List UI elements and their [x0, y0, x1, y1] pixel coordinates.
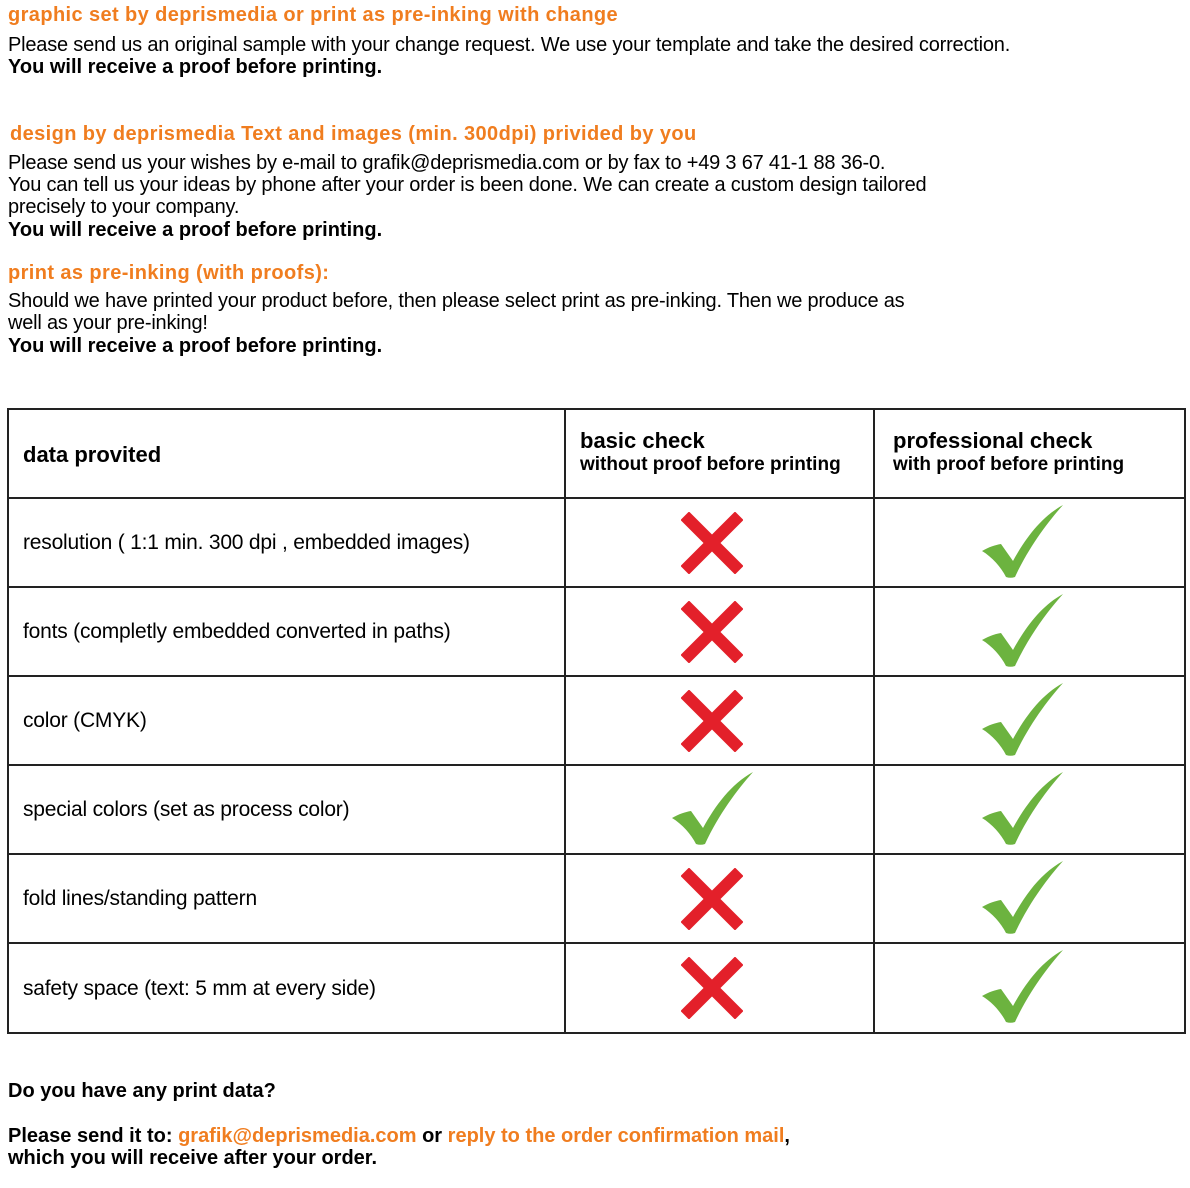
column-header-professional-sub: with proof before printing [893, 454, 1125, 475]
section-heading-design: design by deprismedia Text and images (min. 300dpi) privided by you [10, 123, 697, 145]
cross-icon [681, 868, 743, 935]
footer-send-line [8, 1125, 790, 1148]
row-label-resolution: resolution ( 1:1 min. 300 dpi , embedded images) [23, 531, 470, 554]
footer-line2: which you will receive after your order. [8, 1147, 378, 1169]
row-divider [9, 675, 1184, 677]
proof-note: You will receive a proof before printing. [8, 335, 383, 357]
column-header-data: data provited [23, 442, 162, 467]
checkmark-icon [979, 503, 1065, 584]
row-label-safety-space: safety space (text: 5 mm at every side) [23, 977, 376, 1000]
footer-reply-link[interactable]: reply to the order confirmation mail [447, 1125, 785, 1147]
checkmark-icon [979, 592, 1065, 673]
section-heading-pre-inking: print as pre-inking (with proofs): [8, 262, 330, 284]
checkmark-icon [979, 770, 1065, 851]
section-text: You can tell us your ideas by phone after your order is been done. We can create a custom design tailored [8, 174, 927, 196]
row-label-fonts: fonts (completly embedded converted in paths) [23, 620, 451, 643]
footer-question: Do you have any print data? [8, 1080, 276, 1102]
column-header-basic-title: basic check [580, 428, 705, 453]
row-label-special-colors: special colors (set as process color) [23, 798, 350, 821]
cross-icon [681, 512, 743, 579]
footer-or: or [422, 1125, 443, 1147]
row-label-fold-lines: fold lines/standing pattern [23, 887, 257, 910]
proof-note: You will receive a proof before printing. [8, 56, 383, 78]
proof-note: You will receive a proof before printing. [8, 219, 383, 241]
row-divider [9, 497, 1184, 499]
section-text: Please send us your wishes by e-mail to grafik@deprismedia.com or by fax to +49 3 67 41-1 88 36-0. [8, 152, 886, 174]
comparison-table [7, 408, 1186, 1034]
section-heading-graphic-set: graphic set by deprismedia or print as pre-inking with change [8, 4, 619, 26]
footer-email-link[interactable]: grafik@deprismedia.com [178, 1125, 417, 1147]
row-divider [9, 942, 1184, 944]
column-header-basic-sub: without proof before printing [580, 454, 841, 475]
column-header-basic [580, 428, 841, 476]
checkmark-icon [669, 770, 755, 851]
section-text: Please send us an original sample with your change request. We use your template and take the desired correction. [8, 34, 1011, 56]
row-divider [9, 586, 1184, 588]
cross-icon [681, 957, 743, 1024]
footer-send-prefix: Please send it to: [8, 1125, 173, 1147]
section-text: Should we have printed your product before, then please select print as pre-inking. Then we produce as [8, 290, 905, 312]
cross-icon [681, 601, 743, 668]
checkmark-icon [979, 859, 1065, 940]
section-text: precisely to your company. [8, 196, 240, 218]
checkmark-icon [979, 681, 1065, 762]
column-header-professional-title: professional check [893, 428, 1093, 453]
row-divider [9, 764, 1184, 766]
column-header-professional [893, 428, 1124, 476]
row-label-color: color (CMYK) [23, 709, 147, 732]
footer-comma: , [784, 1125, 790, 1147]
column-divider [873, 410, 875, 1032]
checkmark-icon [979, 948, 1065, 1029]
row-divider [9, 853, 1184, 855]
column-divider [564, 410, 566, 1032]
cross-icon [681, 690, 743, 757]
section-text: well as your pre-inking! [8, 312, 208, 334]
